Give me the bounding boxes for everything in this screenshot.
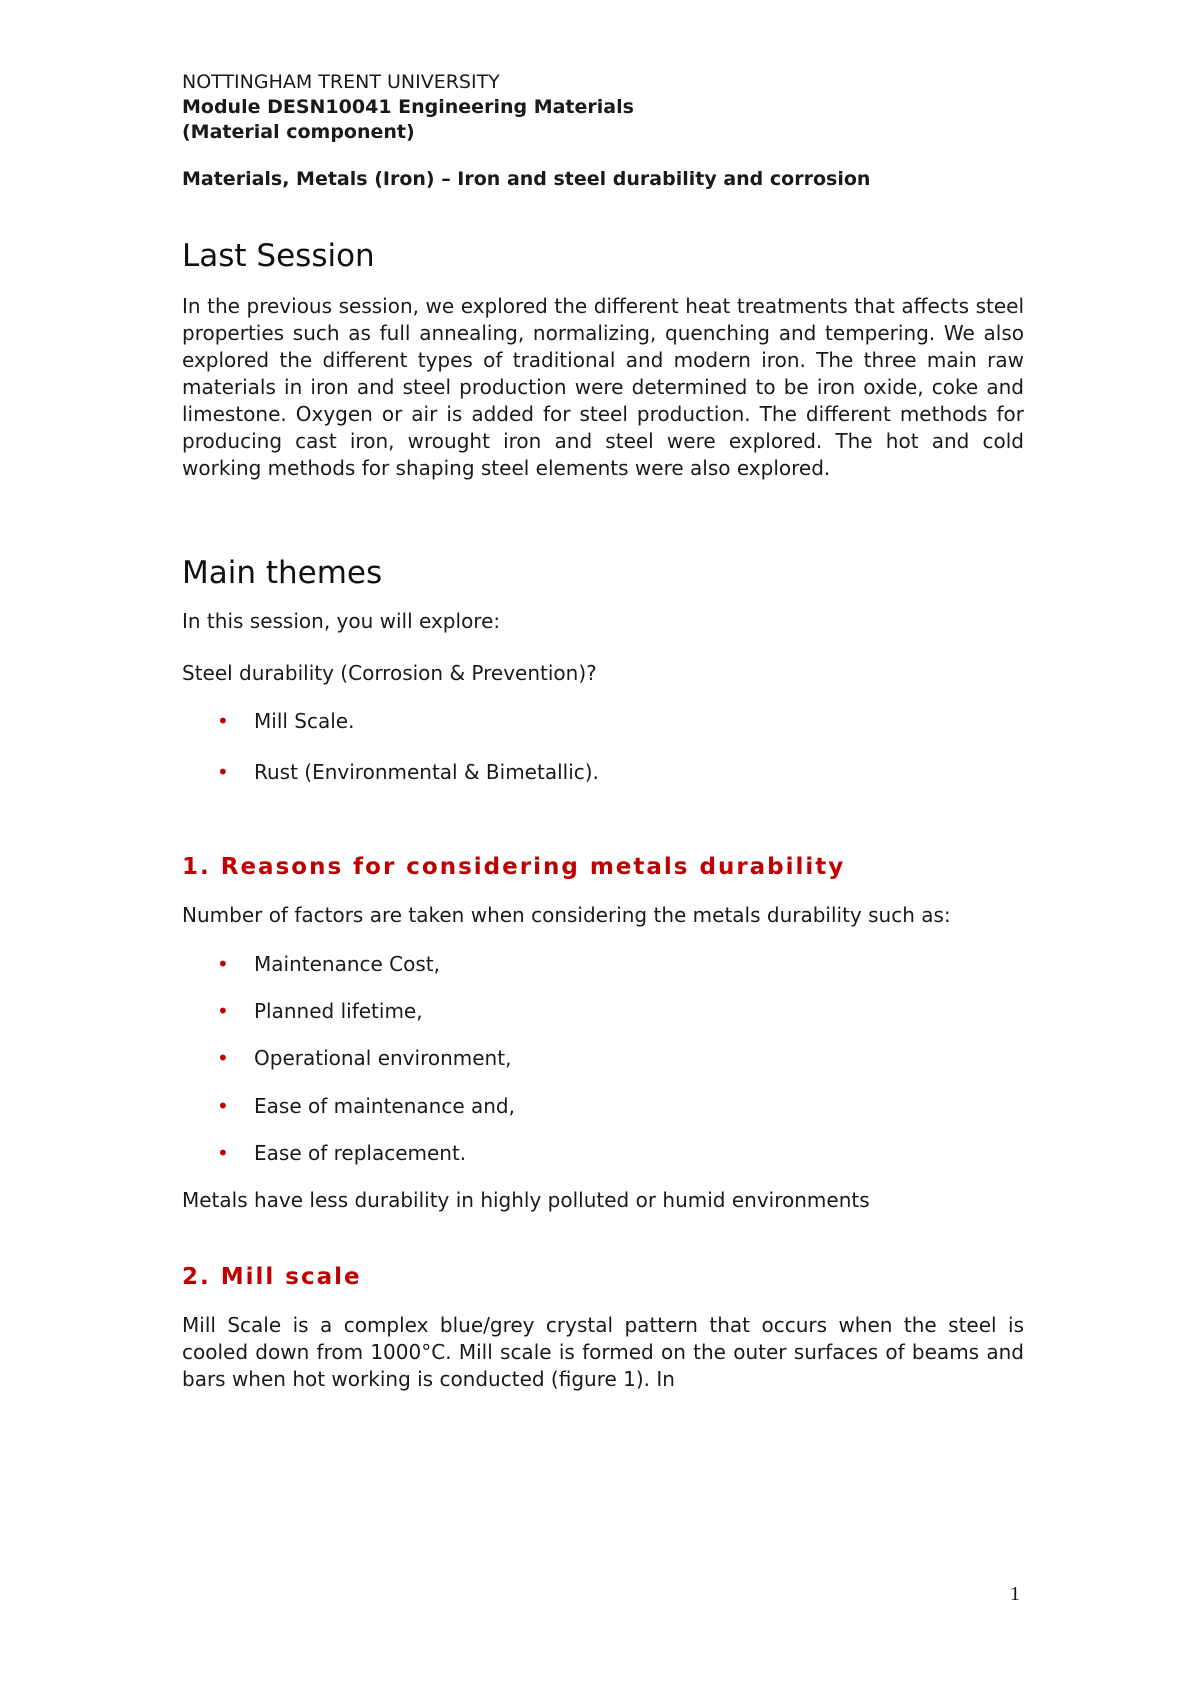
bullet-icon: • xyxy=(217,999,229,1023)
bullet-icon: • xyxy=(217,760,229,784)
section-1-conclusion: Metals have less durability in highly polluted or humid environments xyxy=(182,1188,870,1212)
page-number: 1 xyxy=(1010,1583,1020,1605)
list-item xyxy=(182,1093,1024,1120)
section-2-paragraph: Mill Scale is a complex blue/grey crystal pattern that occurs when the steel is cooled down from 1000°C. Mill scale is formed on the outer surfaces of beams and bars when hot working is conducted (figure 1). In xyxy=(182,1313,1024,1391)
list-item xyxy=(182,759,1024,786)
list-item-text: Ease of maintenance and, xyxy=(254,1094,515,1118)
list-item-text: Mill Scale. xyxy=(254,709,355,733)
list-item-text: Maintenance Cost, xyxy=(254,952,440,976)
document-page xyxy=(182,70,1024,1393)
section-1-heading: 1. Reasons for considering metals durability xyxy=(182,854,846,880)
list-item-text: Rust (Environmental & Bimetallic). xyxy=(254,760,599,784)
subject-title: Materials, Metals (Iron) – Iron and steel durability and corrosion xyxy=(182,168,871,190)
bullet-icon: • xyxy=(217,1141,229,1165)
list-item-text: Operational environment, xyxy=(254,1046,512,1070)
module-title: Module DESN10041 Engineering Materials xyxy=(182,96,634,118)
list-item-text: Planned lifetime, xyxy=(254,999,423,1023)
section-2-heading: 2. Mill scale xyxy=(182,1264,362,1290)
list-item xyxy=(182,1140,1024,1167)
main-themes-heading: Main themes xyxy=(182,555,383,591)
last-session-heading: Last Session xyxy=(182,238,375,274)
list-item-text: Ease of replacement. xyxy=(254,1141,467,1165)
component-label: (Material component) xyxy=(182,121,415,143)
last-session-paragraph: In the previous session, we explored the different heat treatments that affects steel properties such as full annealing, normalizing, quenching and tempering. We also explored the different types of traditional and modern iron. The three main raw materials in iron and steel production were determined to be iron oxide, coke and limestone. Oxygen or air is added for steel production. The different methods for producing cast iron, wrought iron and steel were explored. The hot and cold working methods for shaping steel elements were also explored. xyxy=(182,294,1024,480)
list-item xyxy=(182,708,1024,735)
bullet-icon: • xyxy=(217,1094,229,1118)
main-themes-intro: In this session, you will explore: xyxy=(182,609,501,633)
bullet-icon: • xyxy=(217,709,229,733)
bullet-icon: • xyxy=(217,1046,229,1070)
university-name: NOTTINGHAM TRENT UNIVERSITY xyxy=(182,71,500,93)
main-themes-question: Steel durability (Corrosion & Prevention)? xyxy=(182,661,597,685)
list-item xyxy=(182,1045,1024,1072)
list-item xyxy=(182,998,1024,1025)
bullet-icon: • xyxy=(217,952,229,976)
list-item xyxy=(182,951,1024,978)
section-1-intro: Number of factors are taken when considering the metals durability such as: xyxy=(182,903,951,927)
